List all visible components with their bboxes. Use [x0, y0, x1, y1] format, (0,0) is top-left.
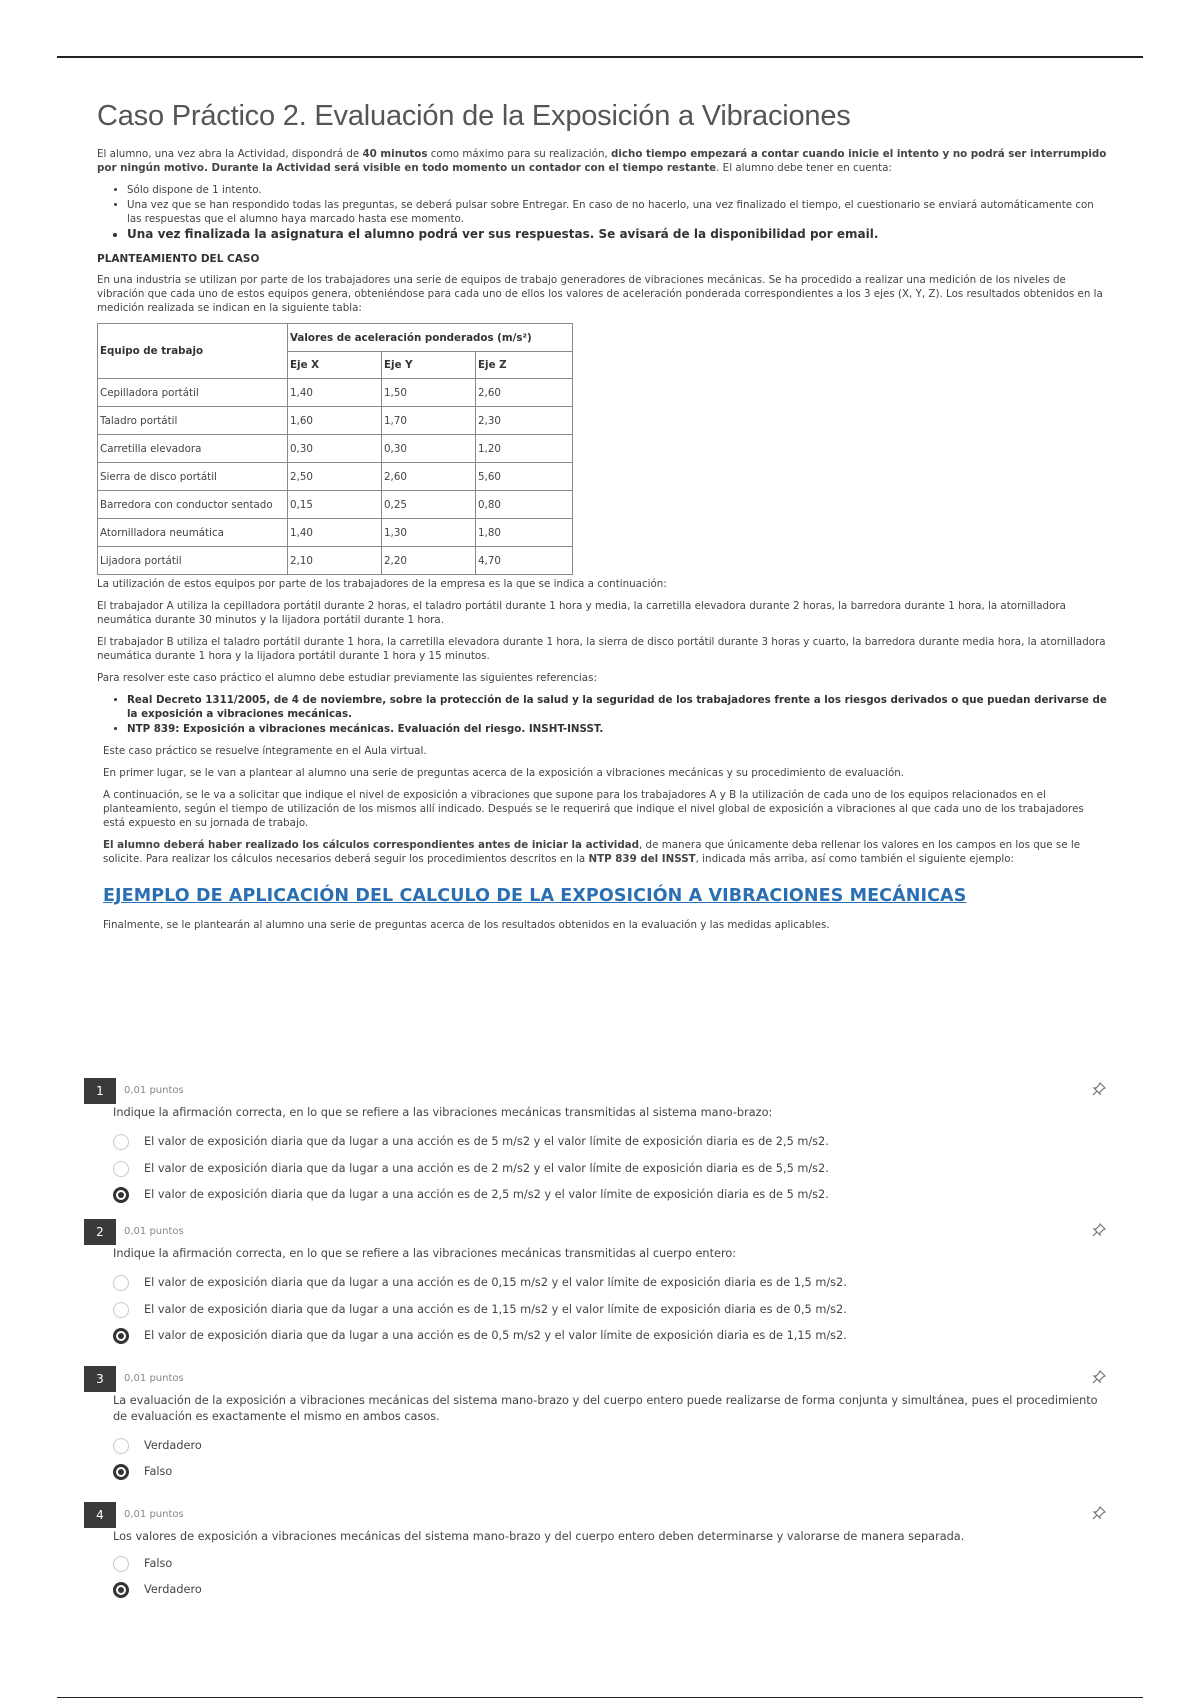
table-row: Atornilladora neumática 1,40 1,30 1,80 [98, 519, 573, 547]
usage-intro: La utilización de estos equipos por parte de los trabajadores de la empresa es la que se indica a continuación: [97, 578, 667, 590]
question-number: 1 [84, 1078, 116, 1104]
pin-icon[interactable] [1092, 1082, 1106, 1096]
table-row: Carretilla elevadora 0,30 0,30 1,20 [98, 435, 573, 463]
case-heading: PLANTEAMIENTO DEL CASO [97, 253, 260, 265]
rule-item: • Sólo dispone de 1 intento. [127, 183, 1109, 197]
radio-button[interactable] [113, 1302, 129, 1318]
rules-list [97, 183, 1109, 241]
table-row: Taladro portátil 1,60 1,70 2,30 [98, 407, 573, 435]
header-equipment: Equipo de trabajo [98, 324, 288, 379]
radio-button[interactable] [113, 1161, 129, 1177]
question-text: La evaluación de la exposición a vibraciones mecánicas del sistema mano-brazo y del cuerpo entero puede realizarse de forma conjunta y simultánea, pues el procedimiento de evaluación es exactamente el mismo en ambos casos. [113, 1394, 1098, 1423]
bottom-rule [57, 1697, 1143, 1698]
worker-a-usage: El trabajador A utiliza la cepilladora portátil durante 2 horas, el taladro portátil durante 1 hora y media, la carretilla elevadora durante 2 horas, la barredora durante 1 hora, la atornilladora neumática durante 30 minutos y la lijadora portátil durante 1 hora. [97, 600, 1066, 626]
pin-icon[interactable] [1092, 1223, 1106, 1237]
question-number: 2 [84, 1219, 116, 1245]
intro-paragraph: El alumno, una vez abra la Actividad, dispondrá de 40 minutos como máximo para su realización, dicho tiempo empezará a contar cuando inicie el intento y no podrá ser interrumpido por ningún motivo. Durante la Actividad será visible en todo momento un contador con el tiempo restante. El alumno debe tener en cuenta: [97, 148, 1107, 174]
next-step-paragraph: A continuación, se le va a solicitar que indique el nivel de exposición a vibraciones que supone para los trabajadores A y B la utilización de cada uno de los equipos relacionados en el planteamiento, según el tiempo de utilización de los mismos allí indicado. Después se le requerirá que indique el nivel global de exposición a vibraciones al que cada uno de los trabajadores está expuesto en su jornada de trabajo. [103, 789, 1084, 829]
table-row: Cepilladora portátil 1,40 1,50 2,60 [98, 379, 573, 407]
question-points: 0,01 puntos [124, 1085, 184, 1096]
question-text: Los valores de exposición a vibraciones mecánicas del sistema mano-brazo y del cuerpo entero deben determinarse y valorarse de manera separada. [113, 1530, 965, 1543]
worker-b-usage: El trabajador B utiliza el taladro portátil durante 1 hora, la carretilla elevadora durante 1 hora, la sierra de disco portátil durante 3 horas y cuarto, la barredora durante media hora, la atornilladora neumática durante 1 hora y la lijadora portátil durante 1 hora y 15 minutos. [97, 636, 1106, 662]
virtual-classroom-note: Este caso práctico se resuelve íntegramente en el Aula virtual. [103, 745, 427, 757]
radio-button-selected[interactable] [113, 1582, 129, 1598]
top-rule [57, 56, 1143, 58]
radio-button-selected[interactable] [113, 1187, 129, 1203]
final-paragraph: Finalmente, se le plantearán al alumno una serie de preguntas acerca de los resultados obtenidos en la evaluación y las medidas aplicables. [103, 919, 830, 931]
calculation-note: El alumno deberá haber realizado los cálculos correspondientes antes de iniciar la actividad, de manera que únicamente deba rellenar los valores en los campos en los que se le solicite. Para realizar los cálculos necesarios deberá seguir los procedimientos descritos en la NTP 839 del INSST, indicada más arriba, así como también el siguiente ejemplo: [103, 839, 1081, 865]
table-row: Barredora con conductor sentado 0,15 0,25 0,80 [98, 491, 573, 519]
references-intro: Para resolver este caso práctico el alumno debe estudiar previamente las siguientes referencias: [97, 672, 597, 684]
table-row: Lijadora portátil 2,10 2,20 4,70 [98, 547, 573, 575]
pin-icon[interactable] [1092, 1506, 1106, 1520]
vibration-table [97, 323, 573, 575]
rule-item: • Una vez finalizada la asignatura el alumno podrá ver sus respuestas. Se avisará de la disponibilidad por email. [127, 227, 1109, 241]
rule-item: • Una vez que se han respondido todas las preguntas, se deberá pulsar sobre Entregar. En caso de no hacerlo, una vez finalizado el tiempo, el cuestionario se enviará automáticamente con las respuestas que el alumno haya marcado hasta ese momento. [127, 198, 1109, 226]
radio-button[interactable] [113, 1556, 129, 1572]
first-step-paragraph: En primer lugar, se le van a plantear al alumno una serie de preguntas acerca de la exposición a vibraciones mecánicas y su procedimiento de evaluación. [103, 767, 905, 779]
radio-button-selected[interactable] [113, 1328, 129, 1344]
case-description [97, 100, 1109, 940]
question-number: 3 [84, 1366, 116, 1392]
page-title: Caso Práctico 2. Evaluación de la Exposición a Vibraciones [97, 100, 851, 132]
radio-button[interactable] [113, 1438, 129, 1454]
reference-item: • NTP 839: Exposición a vibraciones mecánicas. Evaluación del riesgo. INSHT-INSST. [127, 722, 1109, 736]
question-points: 0,01 puntos [124, 1373, 184, 1384]
header-axis-x: Eje X [288, 352, 382, 379]
reference-item: • Real Decreto 1311/2005, de 4 de noviembre, sobre la protección de la salud y la seguridad de los trabajadores frente a los riesgos derivados o que puedan derivarse de la exposición a vibraciones mecánicas. [127, 693, 1109, 721]
radio-button-selected[interactable] [113, 1464, 129, 1480]
radio-button[interactable] [113, 1275, 129, 1291]
question-number: 4 [84, 1502, 116, 1528]
case-paragraph: En una industria se utilizan por parte de los trabajadores una serie de equipos de trabajo generadores de vibraciones mecánicas. Se ha procedido a realizar una medición de los niveles de vibración que cada uno de estos equipos genera, obteniéndose para cada uno de ellos los valores de aceleración ponderada correspondientes a los 3 ejes (X, Y, Z). Los resultados obtenidos en la medición realizada se indican en la siguiente tabla: [97, 274, 1103, 314]
pin-icon[interactable] [1092, 1370, 1106, 1384]
header-axis-z: Eje Z [476, 352, 573, 379]
question-points: 0,01 puntos [124, 1226, 184, 1237]
question-text: Indique la afirmación correcta, en lo que se refiere a las vibraciones mecánicas transmitidas al cuerpo entero: [113, 1247, 737, 1260]
header-values: Valores de aceleración ponderados (m/s²) [288, 324, 573, 352]
references-list [97, 693, 1109, 736]
table-row: Sierra de disco portátil 2,50 2,60 5,60 [98, 463, 573, 491]
header-axis-y: Eje Y [382, 352, 476, 379]
example-link[interactable]: EJEMPLO DE APLICACIÓN DEL CALCULO DE LA EXPOSICIÓN A VIBRACIONES MECÁNICAS [103, 886, 967, 906]
question-text: Indique la afirmación correcta, en lo que se refiere a las vibraciones mecánicas transmitidas al sistema mano-brazo: [113, 1106, 773, 1119]
radio-button[interactable] [113, 1134, 129, 1150]
question-points: 0,01 puntos [124, 1509, 184, 1520]
